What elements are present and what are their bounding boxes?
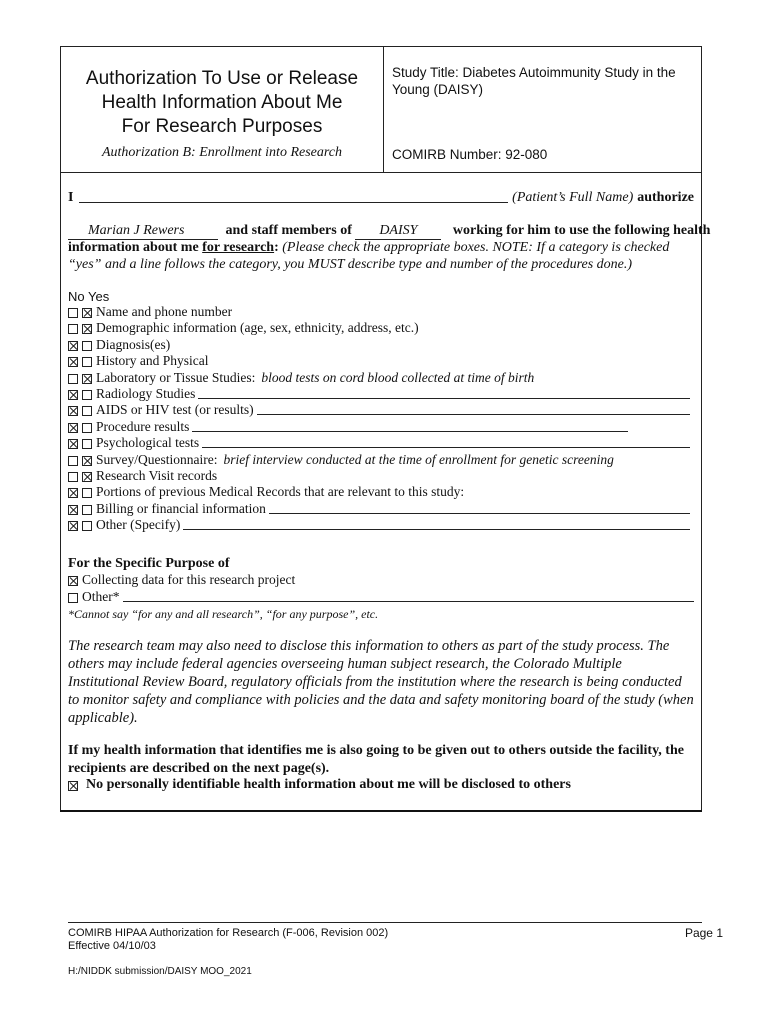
category-label: AIDS or HIV test (or results) [96,402,254,418]
category-label: Billing or financial information [96,500,266,516]
form-title: Authorization To Use or Release Health Information About Me For Research Purposes [85,68,359,137]
checkbox-yes-icon[interactable] [82,308,92,318]
working-text: working for him to use the following health [452,223,711,238]
checkbox-yes-icon[interactable] [82,505,92,515]
category-label: Research Visit records [96,468,218,483]
category-label: Radiology Studies [96,386,196,401]
checkbox-no-icon[interactable] [68,374,78,384]
page-number: Page 1 [684,926,723,940]
checkbox-no-icon[interactable] [68,324,78,334]
category-detail[interactable]: blood tests on cord blood collected at time of birth [261,369,535,385]
category-row [68,353,690,369]
category-label: Psychological tests [96,435,200,451]
checkbox-yes-icon[interactable] [82,488,92,498]
checkbox-icon[interactable] [68,593,78,603]
footer-form-info: COMIRB HIPAA Authorization for Research (F-006, Revision 002) Effective 04/10/03 [68,927,389,952]
instructions-line1: information about me for research: (Please check the appropriate boxes. NOTE: If a category is checked [68,240,670,255]
category-label: History and Physical [96,353,209,369]
footer-rule [68,922,702,923]
header-title-cell [61,47,384,173]
purpose-note: *Cannot say “for any and all research”, “for any purpose”, etc. [68,607,379,621]
checkbox-yes-icon[interactable] [82,521,92,531]
category-label: Demographic information (age, sex, ethnicity, address, etc.) [96,320,419,336]
patient-name-field[interactable] [79,201,508,203]
header-study-cell [384,47,701,173]
study-title: Study Title: Diabetes Autoimmunity Study in the Young (DAISY) [392,65,676,97]
category-label: Other (Specify) [96,517,181,533]
authorize-word: authorize [637,190,694,205]
checkbox-no-icon[interactable] [68,308,78,318]
checkbox-icon[interactable] [68,781,78,791]
category-detail-field[interactable] [183,528,690,530]
checkbox-yes-icon[interactable] [82,341,92,351]
category-row [68,419,690,435]
category-label: Laboratory or Tissue Studies: [96,369,256,385]
checkbox-yes-icon[interactable] [82,456,92,466]
comirb-number: COMIRB Number: 92-080 [392,147,548,162]
category-row [68,484,690,500]
checkbox-no-icon[interactable] [68,341,78,351]
file-path: H:/NIDDK submission/DAISY MOO_2021 [68,966,252,977]
institution-name[interactable]: DAISY [355,223,441,240]
category-row [68,501,690,517]
checkbox-icon[interactable] [68,576,78,586]
category-row [68,304,690,320]
checkbox-yes-icon[interactable] [82,406,92,416]
purpose-option-other[interactable]: Other* [68,589,694,605]
category-label: Diagnosis(es) [96,336,171,352]
checkbox-no-icon[interactable] [68,390,78,400]
patient-name-hint: (Patient’s Full Name) [512,190,634,205]
no-disclosure-option[interactable]: No personally identifiable health information about me will be disclosed to others [68,777,694,793]
checkbox-no-icon[interactable] [68,423,78,433]
category-row [68,337,690,353]
disclosure-paragraph: The research team may also need to disclose this information to others as part of the study process. The others may include federal agencies overseeing human subject research, the Colorado Multiple Institutional Review Board, regulatory officials from the institution where the research is being conducted to monitor safety and compliance with policies and the data and safety monitoring board of the study (when applicable). [68,638,694,726]
category-row [68,320,690,336]
category-label: Name and phone number [96,304,233,319]
checkbox-yes-icon[interactable] [82,390,92,400]
checkbox-yes-icon[interactable] [82,472,92,482]
category-detail-field[interactable] [257,413,690,415]
checkbox-yes-icon[interactable] [82,439,92,449]
checkbox-yes-icon[interactable] [82,357,92,367]
category-row [68,402,690,418]
patient-name-line [68,190,694,206]
investigator-name[interactable]: Marian J Rewers [68,223,218,240]
category-detail-field[interactable] [202,446,690,448]
investigator-line [68,223,710,240]
for-research-text: for research [202,240,275,255]
checkbox-yes-icon[interactable] [82,324,92,334]
outside-recipients-text: If my health information that identifies me is also going to be given out to others outside the facility, the recipients are described on the next page(s). [68,743,684,776]
checkbox-no-icon[interactable] [68,472,78,482]
purpose-heading: For the Specific Purpose of [68,556,230,571]
category-detail-field[interactable] [198,397,690,399]
staff-text: and staff members of [225,223,352,238]
category-row [68,452,690,468]
checkbox-yes-icon[interactable] [82,423,92,433]
category-detail-field[interactable] [192,430,628,432]
instructions-line2: “yes” and a line follows the category, you MUST describe type and number of the procedures done.) [68,257,633,272]
category-row [68,517,690,533]
checkbox-no-icon[interactable] [68,521,78,531]
purpose-option-research[interactable]: Collecting data for this research project [68,572,694,588]
form-subtitle: Authorization B: Enrollment into Research [101,145,343,160]
category-label: Portions of previous Medical Records that are relevant to this study: [96,484,465,500]
checkbox-no-icon[interactable] [68,488,78,498]
category-label: Survey/Questionnaire: [96,451,218,467]
no-yes-header: No Yes [68,289,110,304]
authorize-prefix: I [68,190,74,205]
checkbox-no-icon[interactable] [68,406,78,416]
checkbox-yes-icon[interactable] [82,374,92,384]
checkbox-no-icon[interactable] [68,439,78,449]
category-detail-field[interactable] [269,512,690,514]
checkbox-no-icon[interactable] [68,357,78,367]
category-detail[interactable]: brief interview conducted at the time of enrollment for genetic screening [223,451,614,467]
category-row [68,386,690,402]
frame-bottom-shadow [60,810,702,812]
other-purpose-field[interactable] [123,600,695,602]
checkbox-no-icon[interactable] [68,456,78,466]
category-row [68,468,690,484]
category-row [68,435,690,451]
category-row [68,370,690,386]
checkbox-no-icon[interactable] [68,505,78,515]
category-label: Procedure results [96,418,190,434]
